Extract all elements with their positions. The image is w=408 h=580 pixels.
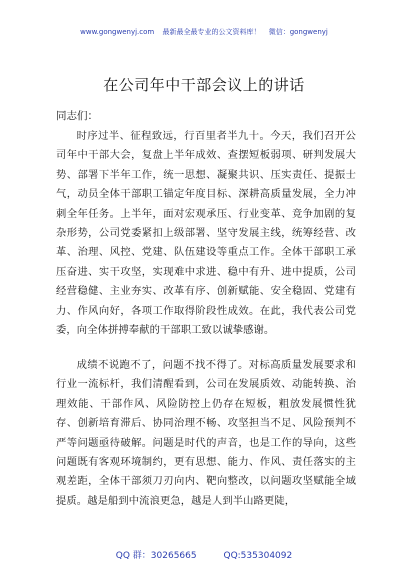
qq-group: QQ 群：30265665 (115, 551, 197, 561)
wechat-id: 微信：gongwenyj (268, 28, 328, 36)
site-tagline: 最新最全最专业的公文资料库！ (162, 28, 261, 36)
paragraph-text: 时序过半、征程致远，行百里者半九十。今天，我们召开公司年中干部大会，复盘上半年成效、查摆短板弱项、研判发展大势、部署下半年工作，统一思想、凝聚共识、压实责任、提振士气，动员全体干部职工锚定年度目标、深耕高质量发展，全力冲刺全年任务。上半年，面对宏观承压、行业变革、竞争加剧的复杂形势，公司党委紧扣上级部署、坚守发展主线，统筹经营、改革、治理、风控、党建、队伍建设等重点工作。全体干部职工承压奋进、实干攻坚，实现难中求进、稳中有升、进中提质，公司经营稳健、主业夯实、改革有序、创新赋能、安全稳固、党建有力、作风向好，各项工作取得阶段性成效。在此，我代表公司党委，向全体拼搏奉献的干部职工致以诚挚感谢。 (56, 130, 356, 337)
document-title: 在公司年中干部会议上的讲话 (103, 76, 305, 94)
salutation: 同志们： (56, 110, 98, 122)
page-footer (0, 548, 408, 561)
body-paragraph-2 (56, 356, 356, 511)
page-header (0, 27, 408, 37)
qq-number: QQ:535304092 (223, 551, 293, 561)
paragraph-text: 成绩不说跑不了，问题不找不得了。对标高质量发展要求和行业一流标杆，我们清醒看到，公司在发展质效、动能转换、治理效能、干部作风、风险防控上仍存在短板，粗放发展惯性犹存、创新培育滞后、协同治理不畅、攻坚担当不足、风险预判不严等问题亟待破解。问题是时代的声音，也是工作的导向，这些问题既有客观环境制约，更有思想、能力、作风、责任落实的主观差距，全体干部须刀刃向内、靶向整改，以问题攻坚赋能全域提质。越是船到中流浪更急，越是人到半山路更陡， (56, 359, 356, 507)
site-link[interactable]: www.gongwenyj.com (80, 28, 155, 36)
body-paragraph-1 (56, 127, 356, 340)
